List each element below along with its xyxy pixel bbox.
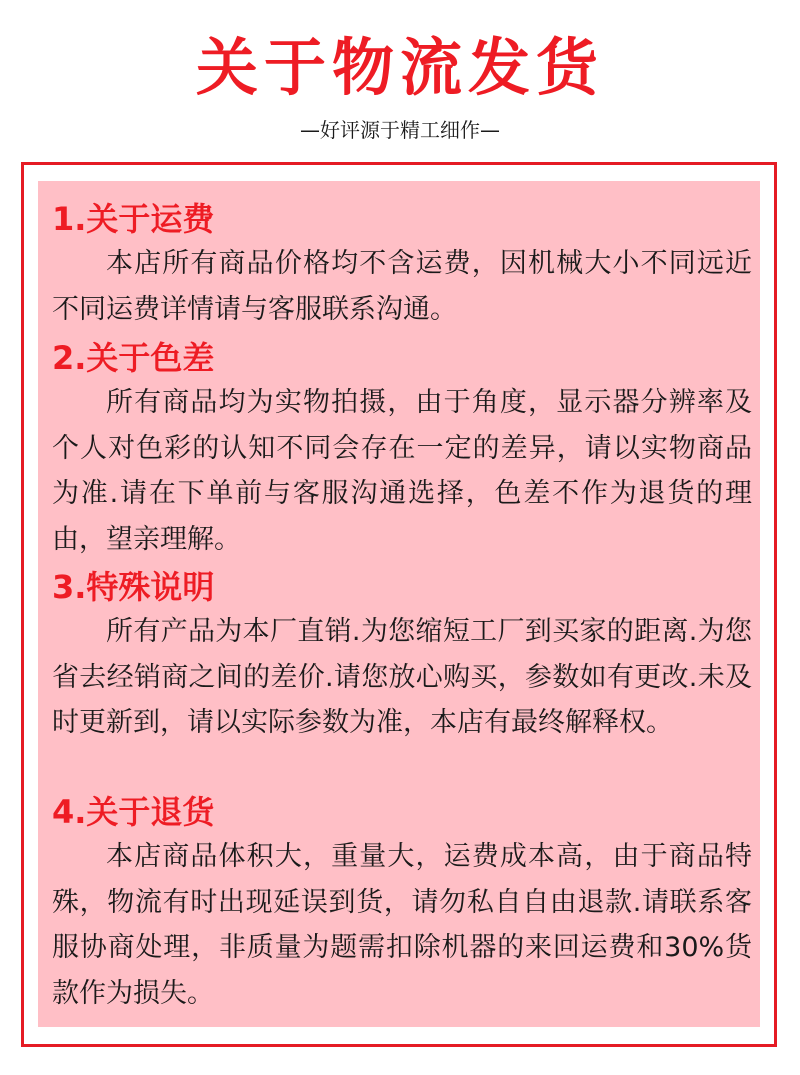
section-heading: 1.关于运费	[52, 200, 215, 238]
section-shipping-fee	[52, 197, 752, 332]
page-subtitle: —好评源于精工细作—	[300, 118, 500, 142]
page-title: 关于物流发货	[195, 31, 604, 104]
section-returns	[52, 790, 752, 1016]
section-body: 所有产品为本厂直销.为您缩短工厂到买家的距离.为您省去经销商之间的差价.请您放心购买，参数如有更改.未及时更新到，请以实际参数为准，本店有最终解释权。	[52, 616, 752, 738]
section-heading: 4.关于退货	[52, 793, 215, 831]
section-body: 本店所有商品价格均不含运费，因机械大小不同远近不同运费详情请与客服联系沟通。	[52, 248, 752, 325]
section-heading: 3.特殊说明	[52, 568, 215, 606]
section-body: 本店商品体积大，重量大，运费成本高，由于商品特殊，物流有时出现延误到货，请勿私自自由退款.请联系客服协商处理，非质量为题需扣除机器的来回运费和30%货款作为损失。	[52, 841, 752, 1009]
section-color-difference	[52, 336, 752, 562]
section-body: 所有商品均为实物拍摄，由于角度，显示器分辨率及个人对色彩的认知不同会存在一定的差异，请以实物商品为准.请在下单前与客服沟通选择，色差不作为退货的理由，望亲理解。	[52, 387, 752, 555]
section-heading: 2.关于色差	[52, 339, 215, 377]
section-special-notes	[52, 565, 752, 746]
